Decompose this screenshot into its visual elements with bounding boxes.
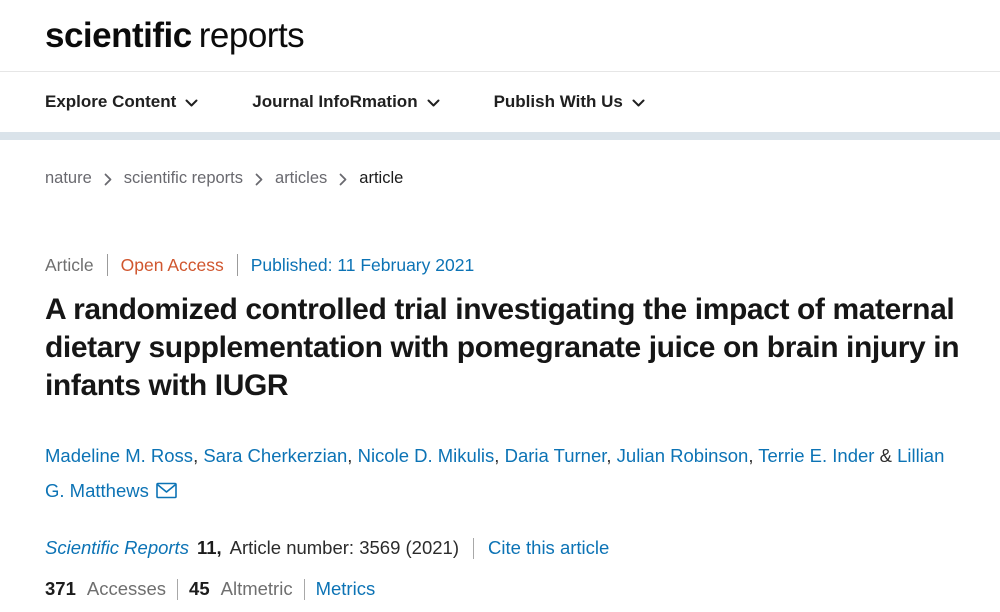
accesses-value: 371 bbox=[45, 578, 76, 599]
author-link[interactable]: Sara Cherkerzian bbox=[203, 445, 348, 466]
authors-line bbox=[45, 438, 960, 510]
metrics-link[interactable]: Metrics bbox=[315, 578, 376, 599]
main-nav bbox=[0, 71, 1000, 132]
open-access-label: Open Access bbox=[120, 254, 224, 275]
nav-item-publish-with-us[interactable] bbox=[494, 92, 645, 112]
cite-this-article-link[interactable]: Cite this article bbox=[487, 537, 610, 558]
email-envelope-icon[interactable] bbox=[156, 475, 177, 510]
article-number: Article number: 3569 (2021) bbox=[229, 537, 459, 558]
chevron-down-icon bbox=[185, 97, 198, 107]
chevron-right-icon bbox=[339, 171, 347, 186]
separator bbox=[237, 254, 238, 276]
author-link[interactable]: Terrie E. Inder bbox=[758, 445, 875, 466]
published-date: Published: 11 February 2021 bbox=[250, 254, 475, 275]
chevron-down-icon bbox=[427, 97, 440, 107]
separator bbox=[304, 579, 305, 600]
chevron-right-icon bbox=[255, 171, 263, 186]
article-type-label: Article bbox=[45, 254, 94, 275]
volume-number: 11, bbox=[196, 537, 222, 558]
nav-item-journal-information[interactable] bbox=[252, 92, 439, 112]
breadcrumb-item-article-current: article bbox=[359, 169, 404, 187]
article-header bbox=[0, 254, 1000, 600]
citation-line bbox=[45, 537, 960, 559]
metrics-line bbox=[45, 578, 960, 600]
breadcrumb-item-nature[interactable]: nature bbox=[45, 169, 92, 187]
article-title: A randomized controlled trial investigating the impact of maternal dietary supplementation with pomegranate juice on brain injury in infants with IUGR bbox=[45, 293, 960, 402]
separator bbox=[107, 254, 108, 276]
logo-text-bold: scientific bbox=[45, 15, 192, 55]
section-divider-strip bbox=[0, 132, 1000, 140]
nav-item-label: Publish With Us bbox=[493, 92, 623, 111]
nav-item-label: Explore Content bbox=[45, 92, 177, 111]
breadcrumb bbox=[0, 140, 1000, 188]
author-link[interactable]: Lillian G. Matthews bbox=[45, 445, 945, 501]
masthead bbox=[0, 0, 1000, 71]
author-link[interactable]: Julian Robinson bbox=[616, 445, 749, 466]
author-link[interactable]: Madeline M. Ross bbox=[45, 445, 194, 466]
separator bbox=[473, 538, 474, 559]
breadcrumb-item-articles[interactable]: articles bbox=[275, 169, 328, 187]
breadcrumb-item-scientific-reports[interactable]: scientific reports bbox=[123, 169, 244, 187]
altmetric-label: Altmetric bbox=[220, 578, 293, 599]
author-link[interactable]: Nicole D. Mikulis bbox=[357, 445, 495, 466]
altmetric-value: 45 bbox=[189, 578, 210, 599]
nav-item-explore-content[interactable] bbox=[45, 92, 198, 112]
author-link[interactable]: Daria Turner bbox=[504, 445, 607, 466]
journal-logo[interactable] bbox=[45, 16, 304, 56]
article-meta-line bbox=[45, 254, 960, 276]
chevron-right-icon bbox=[104, 171, 112, 186]
separator bbox=[177, 579, 178, 600]
chevron-down-icon bbox=[632, 97, 645, 107]
accesses-label: Accesses bbox=[86, 578, 167, 599]
journal-link[interactable]: Scientific Reports bbox=[45, 537, 189, 558]
nav-item-label: Journal InfoRmation bbox=[252, 92, 418, 111]
authors-list: Madeline M. Ross, Sara Cherkerzian, Nicole D. Mikulis, Daria Turner, Julian Robinson, Terrie E. Inder & Lillian G. Matthews bbox=[45, 445, 945, 501]
logo-text-light: reports bbox=[198, 15, 305, 55]
